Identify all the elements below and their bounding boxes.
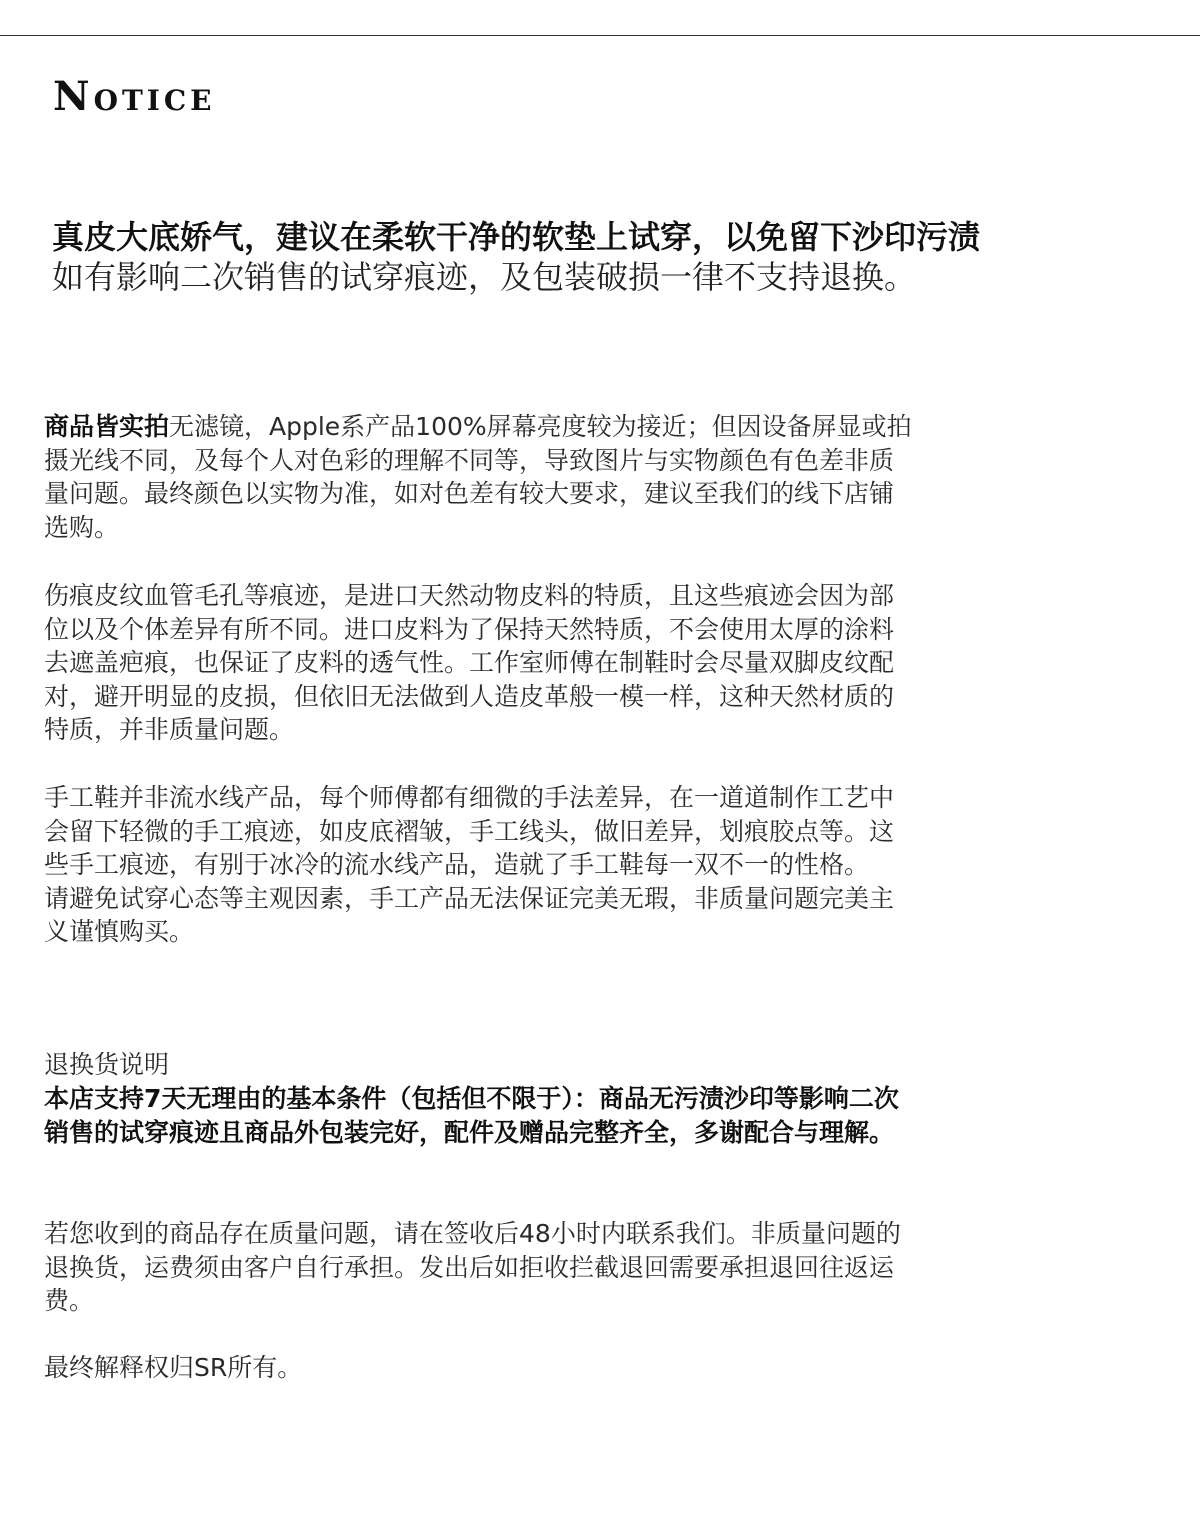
returns-heading: 退换货说明: [44, 1050, 170, 1079]
notice-title: Notice: [53, 73, 216, 120]
top-divider: [0, 35, 1200, 36]
final-interpretation-note: 最终解释权归SR所有。: [44, 1353, 303, 1382]
handmade-notice-block: [44, 781, 914, 949]
photo-notice-lead: 商品皆实拍: [44, 412, 170, 441]
leather-notice-paragraph: 伤痕皮纹血管毛孔等痕迹，是进口天然动物皮料的特质，且这些痕迹会因为部位以及个体差异有所不同。进口皮料为了保持天然特质，不会使用太厚的涂料去遮盖疤痕，也保证了皮料的透气性。工作室师傅在制鞋时会尽量双脚皮纹配对，避开明显的皮损，但依旧无法做到人造皮革般一模一样，这种天然材质的特质，并非质量问题。: [44, 581, 895, 744]
handmade-caution-paragraph: 请避免试穿心态等主观因素，手工产品无法保证完美无瑕，非质量问题完美主义谨慎购买。: [44, 883, 895, 946]
headline-block: [52, 217, 1182, 297]
photo-notice-text: 无滤镜，Apple系产品100%屏幕亮度较为接近；但因设备屏显或拍摄光线不同，及每个人对色彩的理解不同等，导致图片与实物颜色有色差非质量问题。最终颜色以实物为准，如对色差有较大要求，建议至我们的线下店铺选购。: [44, 412, 912, 542]
handmade-notice-paragraph: 手工鞋并非流水线产品，每个师傅都有细微的手法差异，在一道道制作工艺中会留下轻微的手工痕迹，如皮底褶皱，手工线头，做旧差异，划痕胶点等。这些手工痕迹，有别于冰冷的流水线产品，造就了手工鞋每一双不一的性格。: [44, 783, 895, 879]
headline-bold-line: 真皮大底娇气，建议在柔软干净的软垫上试穿，以免留下沙印污渍: [52, 218, 981, 256]
photo-notice-paragraph: [44, 410, 914, 544]
returns-quality-paragraph: 若您收到的商品存在质量问题，请在签收后48小时内联系我们。非质量问题的退换货，运费须由客户自行承担。发出后如拒收拦截退回需要承担退回往返运费。: [44, 1219, 901, 1315]
returns-conditions: 本店支持7天无理由的基本条件（包括但不限于）：商品无污渍沙印等影响二次销售的试穿痕迹且商品外包装完好，配件及赠品完整齐全，多谢配合与理解。: [44, 1084, 899, 1147]
headline-regular-line: 如有影响二次销售的试穿痕迹，及包装破损一律不支持退换。: [52, 258, 917, 296]
